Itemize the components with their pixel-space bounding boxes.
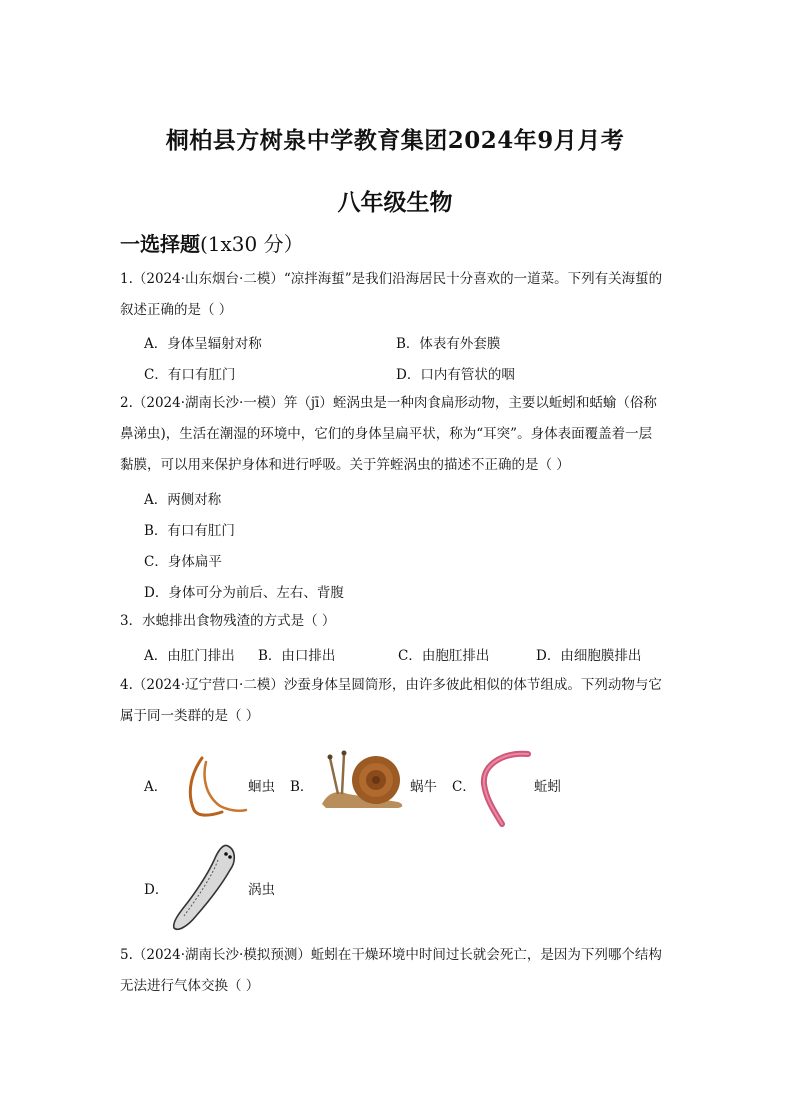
section-score: (1x30 分） [200, 232, 304, 256]
planarian-image [170, 840, 246, 936]
q4-option-c: C． [452, 779, 476, 795]
q1-option-d: D．口内有管状的咽 [396, 367, 515, 383]
roundworm-image [180, 752, 250, 822]
q2-line-1: 2.（2024·湖南长沙·一模）笄（jī）蛭涡虫是一种肉食扁形动物，主要以蚯蚓和蛞蝓（俗称 [120, 395, 657, 411]
q3-line-1: 3．水螅排出食物残渣的方式是（ ） [120, 613, 336, 629]
q2-option-b: B．有口有肛门 [144, 523, 235, 539]
q1-option-b: B．体表有外套膜 [396, 336, 501, 352]
q1-option-a: A．身体呈辐射对称 [144, 336, 262, 352]
q1-line-1: 1.（2024·山东烟台·二模）“凉拌海蜇”是我们沿海居民十分喜欢的一道菜。下列有关海蜇的 [120, 271, 663, 287]
exam-subtitle: 八年级生物 [337, 189, 453, 216]
q1-option-c: C．有口有肛门 [144, 367, 236, 383]
exam-title: 桐柏县方树泉中学教育集团2024年9月月考 [165, 127, 625, 154]
q2-option-c: C．身体扁平 [144, 554, 222, 570]
q5-line-1: 5.（2024·湖南长沙·模拟预测）蚯蚓在干燥环境中时间过长就会死亡，是因为下列哪个结构 [120, 947, 662, 963]
q2-line-3: 黏膜，可以用来保护身体和进行呼吸。关于笄蛭涡虫的描述不正确的是（ ） [120, 457, 570, 473]
q4-caption-d: 涡虫 [248, 882, 275, 898]
q3-option-a: A．由肛门排出 [144, 648, 235, 664]
q3-option-d: D．由细胞膜排出 [536, 648, 642, 664]
q5-line-2: 无法进行气体交换（ ） [120, 978, 260, 994]
earthworm-image [474, 748, 536, 828]
q1-line-2: 叙述正确的是（ ） [120, 302, 233, 318]
q4-line-2: 属于同一类群的是（ ） [120, 708, 260, 724]
q4-caption-c: 蚯蚓 [534, 779, 561, 795]
snail-image [318, 746, 408, 810]
q3-option-c: C．由胞肛排出 [398, 648, 490, 664]
q2-line-2: 鼻涕虫)，生活在潮湿的环境中，它们的身体呈扁平状，称为“耳突”。身体表面覆盖着一层 [120, 426, 653, 442]
q4-caption-b: 蜗牛 [410, 779, 437, 795]
section-heading [120, 228, 304, 257]
q4-option-a: A． [144, 779, 168, 795]
q4-option-d: D． [144, 882, 169, 898]
q3-option-b: B．由口排出 [258, 648, 336, 664]
section-heading-label: 一选择题 [120, 232, 200, 256]
q4-option-b: B． [290, 779, 314, 795]
q4-line-1: 4.（2024·辽宁营口·二模）沙蚕身体呈圆筒形，由许多彼此相似的体节组成。下列动物与它 [120, 677, 662, 693]
q2-option-d: D．身体可分为前后、左右、背腹 [144, 585, 344, 601]
q2-option-a: A．两侧对称 [144, 492, 222, 508]
q4-caption-a: 蛔虫 [248, 779, 275, 795]
